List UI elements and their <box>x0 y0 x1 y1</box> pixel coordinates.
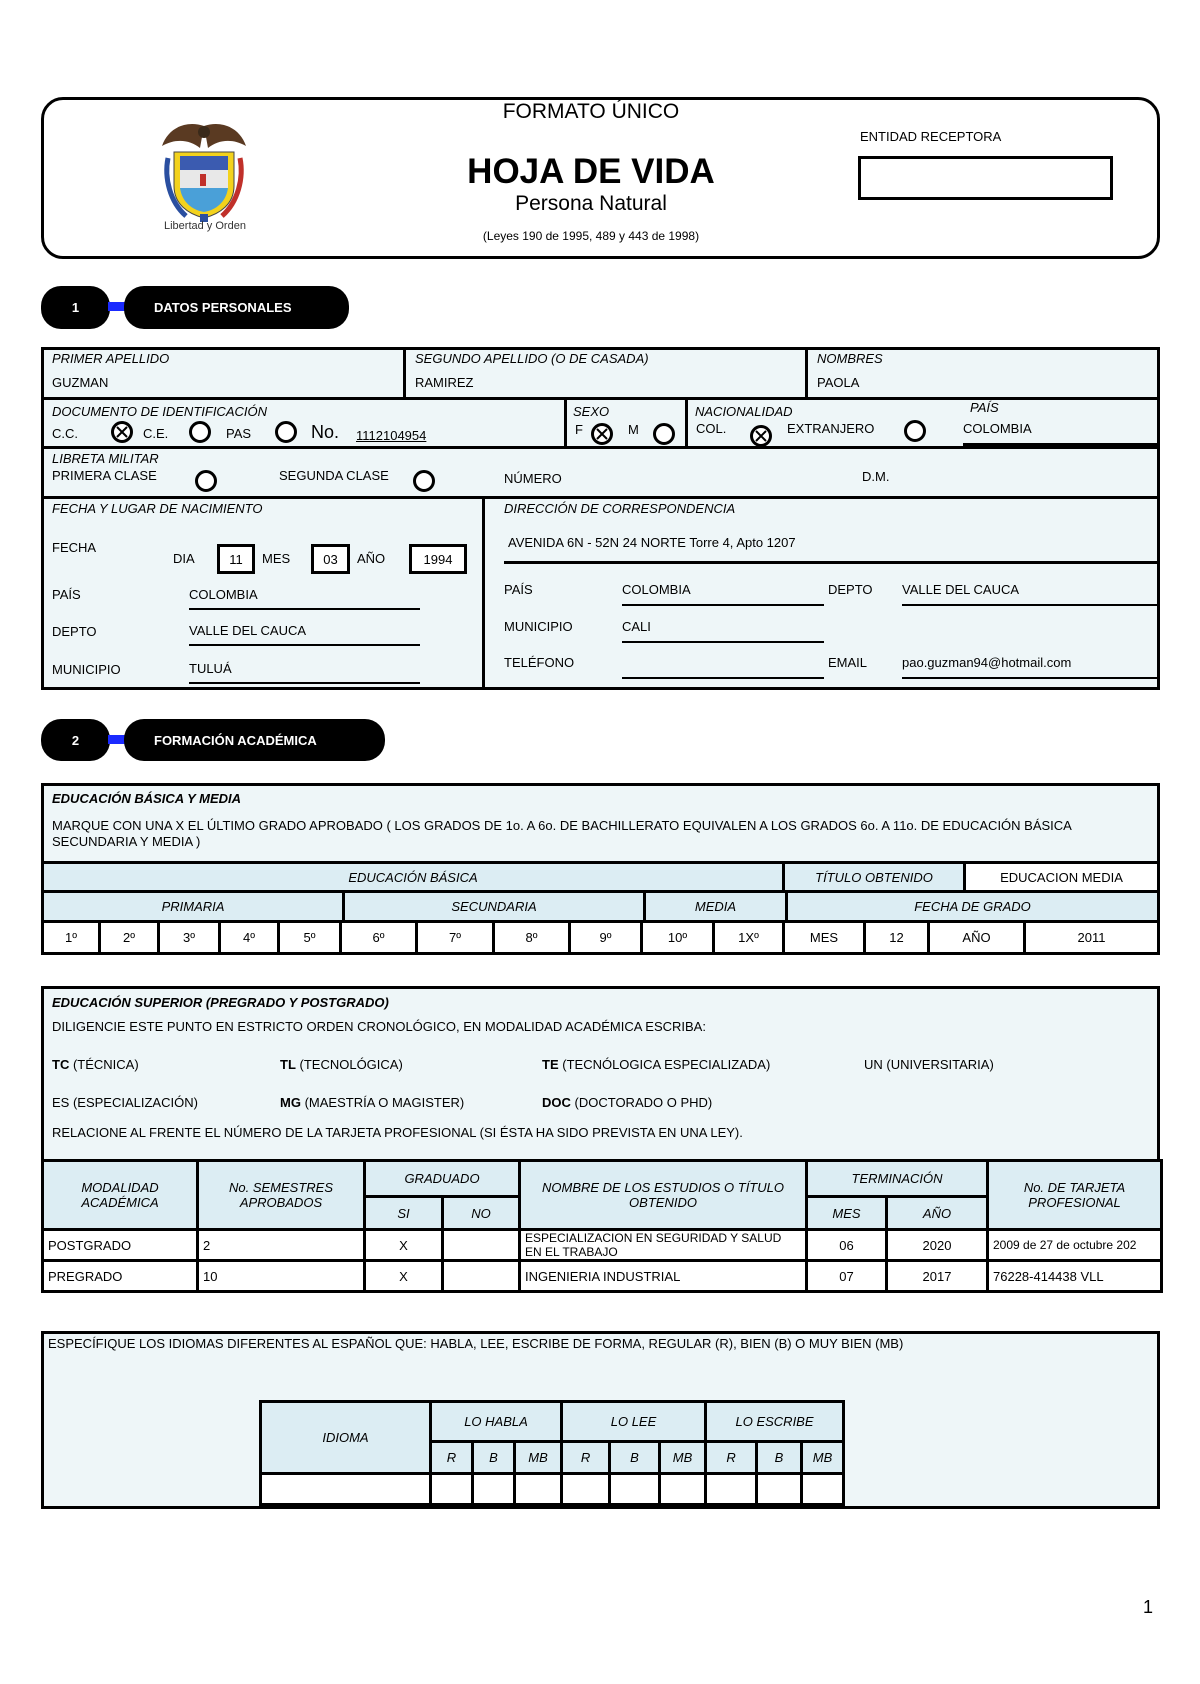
nac-pais-field[interactable]: COLOMBIA <box>189 587 258 602</box>
dm-label: D.M. <box>862 469 890 484</box>
divider <box>685 398 688 447</box>
modalidad-desc: (TÉCNICA) <box>72 1057 139 1072</box>
nombres-field[interactable]: PAOLA <box>817 375 860 390</box>
semestres-cell[interactable]: 10 <box>198 1261 365 1292</box>
email-label: EMAIL <box>828 655 868 670</box>
f-label: F <box>575 422 583 437</box>
secundaria-header: SECUNDARIA <box>345 893 646 920</box>
grade-cell[interactable]: 3º <box>160 923 221 952</box>
underline <box>622 641 824 643</box>
modalidad-desc: (TECNÓLOGICA ESPECIALIZADA) <box>562 1057 771 1072</box>
segundo-apellido-field[interactable]: RAMIREZ <box>415 375 474 390</box>
tarjeta-note: RELACIONE AL FRENTE EL NÚMERO DE LA TARJETA PROFESIONAL (SI ÉSTA HA SIDO PREVISTA EN UNA LEY). <box>52 1125 743 1140</box>
divider <box>41 446 1160 449</box>
divider <box>403 347 406 398</box>
grade-cell[interactable]: 2º <box>101 923 160 952</box>
nombre-cell[interactable]: INGENIERIA INDUSTRIAL <box>520 1261 807 1292</box>
escribe-mb-header: MB <box>802 1442 844 1474</box>
segundo-apellido-label: SEGUNDO APELLIDO (O DE CASADA) <box>415 351 649 366</box>
ce-radio[interactable] <box>189 421 211 443</box>
format-label: FORMATO ÚNICO <box>502 100 680 123</box>
si-cell[interactable]: X <box>365 1230 443 1261</box>
direccion-label: DIRECCIÓN DE CORRESPONDENCIA <box>504 501 736 516</box>
si-cell[interactable]: X <box>365 1261 443 1292</box>
grade-cell[interactable]: 1º <box>44 923 101 952</box>
lee-r-cell[interactable] <box>562 1474 610 1505</box>
habla-mb-cell[interactable] <box>515 1474 562 1505</box>
page-title: HOJA DE VIDA <box>467 152 715 191</box>
media-header: MEDIA <box>646 893 788 920</box>
modalidad-desc: (ESPECIALIZACIÓN) <box>72 1095 198 1110</box>
modalidad-code: TC <box>52 1057 70 1072</box>
basic-subheader-row <box>44 893 1157 923</box>
dir-pais-label: PAÍS <box>504 582 533 597</box>
modalidad-desc: (DOCTORADO O PHD) <box>574 1095 713 1110</box>
table-row <box>261 1474 844 1505</box>
habla-r-cell[interactable] <box>431 1474 473 1505</box>
modalidad-te <box>542 1057 770 1073</box>
fecha-label: FECHA <box>52 540 97 555</box>
lo-escribe-header: LO ESCRIBE <box>706 1402 844 1442</box>
escribe-r-header: R <box>706 1442 757 1474</box>
lo-habla-header: LO HABLA <box>431 1402 562 1442</box>
dir-depto-field[interactable]: VALLE DEL CAUCA <box>902 582 1020 597</box>
anio-field[interactable]: 1994 <box>409 544 467 574</box>
telefono-label: TELÉFONO <box>504 655 575 670</box>
grade-cell[interactable]: 7º <box>418 923 495 952</box>
nac-pais-label: PAÍS <box>52 587 81 602</box>
modalidad-es <box>52 1095 198 1111</box>
anio-header: AÑO <box>887 1197 988 1230</box>
languages-table <box>259 1400 845 1506</box>
nombres-label: NOMBRES <box>817 351 883 366</box>
lee-b-header: B <box>610 1442 660 1474</box>
table-row <box>43 1261 1162 1292</box>
modalidad-desc: (TECNOLÓGICA) <box>299 1057 403 1072</box>
idioma-cell[interactable] <box>261 1474 431 1505</box>
modalidad-code: UN <box>864 1057 883 1072</box>
modalidad-header: MODALIDAD ACADÉMICA <box>43 1161 198 1230</box>
numero-label: NÚMERO <box>504 471 562 486</box>
higher-education-instructions: DILIGENCIE ESTE PUNTO EN ESTRICTO ORDEN CRONOLÓGICO, EN MODALIDAD ACADÉMICA ESCRIBA: <box>52 1019 706 1034</box>
anio-cell[interactable]: 2017 <box>887 1261 988 1292</box>
anio-cell[interactable]: 2020 <box>887 1230 988 1261</box>
nac-depto-label: DEPTO <box>52 624 97 639</box>
receiver-label: ENTIDAD RECEPTORA <box>860 129 1002 144</box>
idioma-header: IDIOMA <box>261 1402 431 1474</box>
documento-numero-field[interactable]: 1112104954 <box>356 428 427 443</box>
x-mark-icon <box>755 430 767 442</box>
section-1-title <box>124 286 349 329</box>
nac-depto-field[interactable]: VALLE DEL CAUCA <box>189 623 307 638</box>
modalidad-code: MG <box>280 1095 301 1110</box>
mes-cell[interactable]: 07 <box>807 1261 887 1292</box>
col-radio-checked[interactable] <box>750 425 772 447</box>
habla-mb-header: MB <box>515 1442 562 1474</box>
higher-education-title: EDUCACIÓN SUPERIOR (PREGRADO Y POSTGRADO) <box>52 995 389 1010</box>
segunda-clase-label: SEGUNDA CLASE <box>279 468 389 483</box>
mes-field[interactable]: 03 <box>311 544 350 574</box>
mes-label: MES <box>262 551 291 566</box>
dir-pais-field[interactable]: COLOMBIA <box>622 582 691 597</box>
escribe-b-header: B <box>757 1442 802 1474</box>
divider <box>482 497 485 690</box>
escribe-mb-cell[interactable] <box>802 1474 844 1505</box>
habla-b-cell[interactable] <box>473 1474 515 1505</box>
primer-apellido-field[interactable]: GUZMAN <box>52 375 109 390</box>
primer-apellido-label: PRIMER APELLIDO <box>52 351 170 366</box>
section-number: 1 <box>71 300 80 315</box>
tarjeta-cell[interactable]: 2009 de 27 de octubre 202 <box>988 1230 1162 1261</box>
modalidad-doc <box>542 1095 712 1111</box>
underline <box>963 443 1160 446</box>
primaria-header: PRIMARIA <box>44 893 345 920</box>
no-label: No. <box>311 422 340 442</box>
cc-radio-checked[interactable] <box>111 421 133 443</box>
underline <box>504 561 1160 564</box>
basic-header-row <box>44 861 1157 893</box>
page-subtitle: Persona Natural <box>515 192 667 215</box>
modalidad-cell[interactable]: PREGRADO <box>43 1261 198 1292</box>
m-label: M <box>628 422 639 437</box>
section-2-number <box>41 719 110 761</box>
divider <box>805 347 808 398</box>
grades-row <box>44 923 1157 952</box>
nombre-estudios-header: NOMBRE DE LOS ESTUDIOS O TÍTULO OBTENIDO <box>520 1161 807 1230</box>
modalidad-cell[interactable]: POSTGRADO <box>43 1230 198 1261</box>
extranjero-label: EXTRANJERO <box>787 421 875 436</box>
mes-header: MES <box>807 1197 887 1230</box>
grade-cell[interactable]: 10º <box>643 923 715 952</box>
sexo-m-radio[interactable] <box>653 423 675 445</box>
lee-mb-header: MB <box>660 1442 706 1474</box>
modalidad-code: TE <box>542 1057 559 1072</box>
section-2-title <box>124 719 385 761</box>
underline <box>902 677 1160 679</box>
modalidad-tc <box>52 1057 139 1073</box>
grade-cell[interactable]: 5º <box>280 923 342 952</box>
grade-cell[interactable]: 6º <box>342 923 418 952</box>
grade-cell-selected[interactable]: 1Xº <box>715 923 785 952</box>
underline <box>189 644 420 646</box>
ce-label: C.E. <box>143 426 169 441</box>
languages-instructions: ESPECÍFIQUE LOS IDIOMAS DIFERENTES AL ESPAÑOL QUE: HABLA, LEE, ESCRIBE DE FORMA, REGULAR (R), BIEN (B) O MUY BIEN (MB) <box>48 1336 904 1351</box>
modalidad-code: ES <box>52 1095 70 1110</box>
basic-education-title: EDUCACIÓN BÁSICA Y MEDIA <box>52 791 242 806</box>
underline <box>902 604 1160 606</box>
semestres-header: No. SEMESTRES APROBADOS <box>198 1161 365 1230</box>
nacimiento-label: FECHA Y LUGAR DE NACIMIENTO <box>52 501 263 516</box>
nac-municipio-field[interactable]: TULUÁ <box>189 661 232 676</box>
habla-b-header: B <box>473 1442 515 1474</box>
fecha-grado-anio-label: AÑO <box>930 923 1026 952</box>
section-1-number <box>41 286 110 329</box>
pas-radio[interactable] <box>275 421 297 443</box>
sexo-f-radio-checked[interactable] <box>591 423 613 445</box>
mes-cell[interactable]: 06 <box>807 1230 887 1261</box>
primera-clase-label: PRIMERA CLASE <box>52 468 157 483</box>
email-field[interactable]: pao.guzman94@hotmail.com <box>902 655 1072 670</box>
pais-nacionalidad-label: PAÍS <box>970 400 999 415</box>
documento-label: DOCUMENTO DE IDENTIFICACIÓN <box>52 404 267 419</box>
receiver-input[interactable] <box>858 156 1113 200</box>
direccion-field[interactable]: AVENIDA 6N - 52N 24 NORTE Torre 4, Apto 1207 <box>508 535 796 550</box>
laws-note: (Leyes 190 de 1995, 489 y 443 de 1998) <box>482 229 700 243</box>
nombre-cell[interactable]: ESPECIALIZACION EN SEGURIDAD Y SALUD EN EL TRABAJO <box>520 1230 807 1261</box>
tarjeta-cell[interactable]: 76228-414438 VLL <box>988 1261 1162 1292</box>
graduado-header: GRADUADO <box>365 1161 520 1197</box>
titulo-obtenido-field[interactable]: EDUCACION MEDIA <box>966 864 1157 890</box>
lee-b-cell[interactable] <box>610 1474 660 1505</box>
no-header: NO <box>443 1197 520 1230</box>
terminacion-header: TERMINACIÓN <box>807 1161 988 1197</box>
habla-r-header: R <box>431 1442 473 1474</box>
section-title: FORMACIÓN ACADÉMICA <box>154 732 317 748</box>
dia-field[interactable]: 11 <box>217 544 255 574</box>
page-number: 1 <box>1143 1597 1154 1617</box>
lee-r-header: R <box>562 1442 610 1474</box>
underline <box>189 608 420 610</box>
col-label: COL. <box>696 421 727 436</box>
logo-motto: Libertad y Orden <box>164 220 246 232</box>
grade-cell[interactable]: 4º <box>221 923 280 952</box>
divider <box>564 398 567 447</box>
libreta-militar-label: LIBRETA MILITAR <box>52 451 159 466</box>
section-title: DATOS PERSONALES <box>154 300 292 315</box>
segunda-clase-radio[interactable] <box>413 470 435 492</box>
underline <box>189 682 420 684</box>
nac-municipio-label: MUNICIPIO <box>52 662 121 677</box>
underline <box>622 604 824 606</box>
coat-of-arms-logo <box>156 118 252 236</box>
tarjeta-header: No. DE TARJETA PROFESIONAL <box>988 1161 1162 1230</box>
divider <box>41 496 1160 499</box>
modalidad-code: TL <box>280 1057 296 1072</box>
modalidad-tl <box>280 1057 403 1073</box>
extranjero-radio[interactable] <box>904 420 926 442</box>
modalidad-un <box>864 1057 994 1073</box>
dir-municipio-field[interactable]: CALI <box>622 619 651 634</box>
higher-education-table <box>41 1159 1163 1293</box>
grade-cell[interactable]: 8º <box>495 923 571 952</box>
modalidad-desc: (MAESTRÍA O MAGISTER) <box>304 1095 465 1110</box>
x-mark-icon <box>116 426 128 438</box>
lo-lee-header: LO LEE <box>562 1402 706 1442</box>
cc-label: C.C. <box>52 426 78 441</box>
educacion-basica-header: EDUCACIÓN BÁSICA <box>44 864 785 890</box>
dir-depto-label: DEPTO <box>828 582 873 597</box>
sexo-label: SEXO <box>573 404 610 419</box>
anio-label: AÑO <box>357 551 386 566</box>
semestres-cell[interactable]: 2 <box>198 1230 365 1261</box>
dia-label: DIA <box>173 551 195 566</box>
no-cell[interactable] <box>443 1230 520 1261</box>
x-mark-icon <box>596 428 608 440</box>
fecha-grado-anio-field[interactable]: 2011 <box>1077 930 1106 945</box>
escribe-r-cell[interactable] <box>706 1474 757 1505</box>
primera-clase-radio[interactable] <box>195 470 217 492</box>
escribe-b-cell[interactable] <box>757 1474 802 1505</box>
pas-label: PAS <box>226 426 252 441</box>
lee-mb-cell[interactable] <box>660 1474 706 1505</box>
modalidad-mg <box>280 1095 464 1111</box>
table-row <box>43 1230 1162 1261</box>
fecha-grado-mes-label: MES <box>785 923 866 952</box>
fecha-grado-mes-field[interactable]: 12 <box>866 923 930 952</box>
si-header: SI <box>365 1197 443 1230</box>
titulo-obtenido-header: TÍTULO OBTENIDO <box>785 864 966 890</box>
basic-education-instructions: MARQUE CON UNA X EL ÚLTIMO GRADO APROBADO ( LOS GRADOS DE 1o. A 6o. DE BACHILLERATO EQUIVALEN A LOS GRADOS 6o. A 11o. DE EDUCACIÓN BÁSICA SECUNDARIA Y MEDIA ) <box>52 818 1072 849</box>
underline <box>622 677 824 679</box>
dir-municipio-label: MUNICIPIO <box>504 619 573 634</box>
grade-cell[interactable]: 9º <box>571 923 643 952</box>
pais-nacionalidad-field[interactable]: COLOMBIA <box>963 421 1032 436</box>
modalidad-code: DOC <box>542 1095 571 1110</box>
fecha-grado-header: FECHA DE GRADO <box>788 893 1157 920</box>
nacionalidad-label: NACIONALIDAD <box>695 404 793 419</box>
no-cell[interactable] <box>443 1261 520 1292</box>
section-number: 2 <box>71 732 80 748</box>
modalidad-desc: (UNIVERSITARIA) <box>886 1057 994 1072</box>
